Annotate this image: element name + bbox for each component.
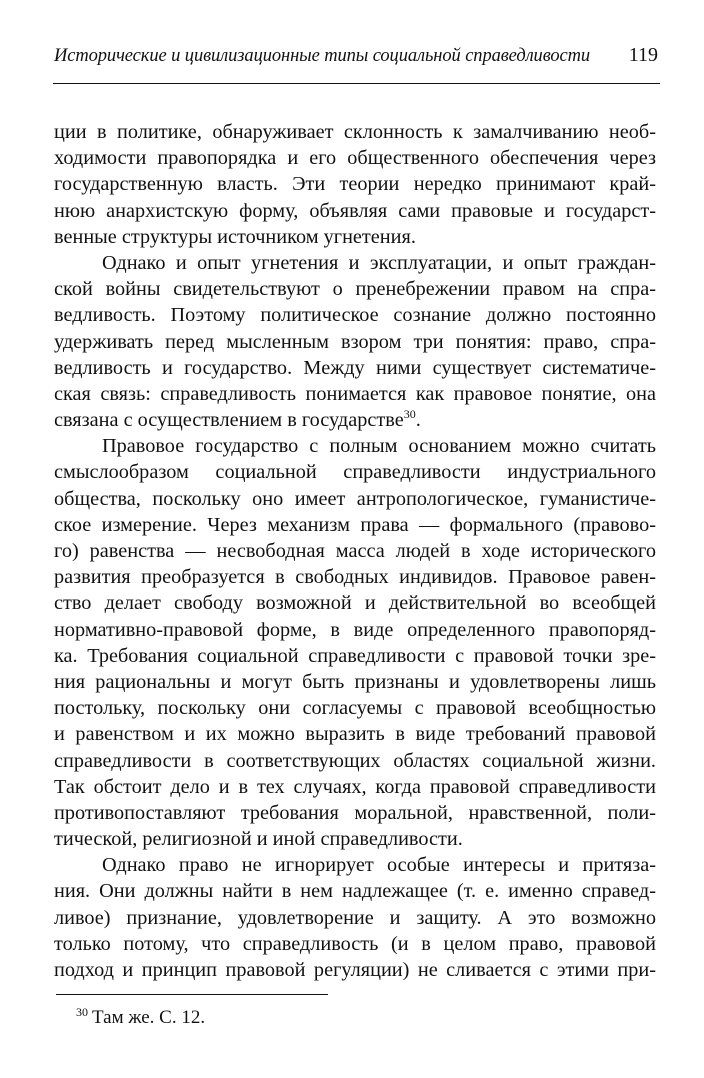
text-line: ходимости правопорядка и его общественного обеспечения через bbox=[54, 147, 656, 170]
text-line: Однако право не игнорирует особые интересы и притяза- bbox=[102, 854, 656, 877]
text-line: смыслообразом социальной справедливости индустриального bbox=[54, 461, 656, 484]
paragraph-1 bbox=[54, 119, 656, 250]
footnote-text: Там же. С. 12. bbox=[92, 1007, 206, 1028]
text-line: го) равенства — несвободная масса людей в ходе исторического bbox=[54, 540, 656, 562]
text-line: тической, религиозной и иной справедливости. bbox=[54, 828, 463, 851]
text-line: ское измерение. Через механизм права — формального (правово- bbox=[54, 513, 656, 536]
text-line: подход и принцип правовой регуляции) не сливается с этими при- bbox=[54, 959, 656, 981]
text-line: ка. Требования социальной справедливости с правовой точки зре- bbox=[54, 644, 656, 667]
text-line: Правовое государство с полным основанием можно считать bbox=[102, 435, 656, 458]
text-line: удерживать перед мысленным взором три понятия: право, спра- bbox=[54, 330, 656, 353]
text-line: ливое) признание, удовлетворение и защиту. А это возможно bbox=[54, 906, 656, 929]
text-line: ской войны свидетельствуют о пренебрежении правом на спра- bbox=[54, 278, 656, 301]
running-title: Исторические и цивилизационные типы социальной справедливости bbox=[54, 46, 591, 66]
text-line: нормативно-правовой форме, в виде определенного правопоряд- bbox=[54, 618, 656, 641]
text-line-with-footnote bbox=[54, 407, 656, 433]
paragraph-2 bbox=[54, 250, 656, 433]
text-line: справедливости в соответствующих областях социальной жизни. bbox=[54, 749, 656, 772]
text-line: ции в политике, обнаруживает склонность к замалчиванию необ- bbox=[54, 121, 656, 143]
line-tail: . bbox=[415, 409, 421, 432]
footnote-reference[interactable]: 30 bbox=[403, 407, 416, 422]
text-line: нюю анархистскую форму, объявляя сами правовые и государст- bbox=[54, 199, 656, 222]
text-line: связана с осуществлением в государстве bbox=[54, 409, 404, 432]
running-header bbox=[54, 44, 658, 74]
text-line: ство делает свободу возможной и действительной во всеобщей bbox=[54, 592, 656, 615]
header-rule bbox=[53, 83, 660, 84]
paragraph-4 bbox=[54, 852, 656, 983]
page-number: 119 bbox=[628, 44, 658, 66]
text-line: и равенством и их можно выразить в виде требований правовой bbox=[54, 723, 656, 746]
text-line: ведливость. Поэтому политическое сознание должно постоянно bbox=[54, 304, 656, 327]
text-line: только потому, что справедливость (и в целом право, правовой bbox=[54, 932, 656, 955]
text-line: государственную власть. Эти теории нередко принимают край- bbox=[54, 173, 656, 196]
text-line: Так обстоит дело и в тех случаях, когда правовой справедливости bbox=[54, 775, 656, 798]
footnote-rule bbox=[56, 994, 328, 995]
footnote bbox=[76, 1006, 205, 1030]
body-text bbox=[54, 119, 656, 983]
text-line: развития преобразуется в свободных индивидов. Правовое равен- bbox=[54, 566, 656, 589]
text-line: венные структуры источником угнетения. bbox=[54, 225, 416, 248]
text-line: общества, поскольку оно имеет антропологическое, гуманистиче- bbox=[54, 487, 656, 510]
text-line: ния. Они должны найти в нем надлежащее (т. е. именно справед- bbox=[54, 880, 656, 903]
footnote-number: 30 bbox=[76, 1004, 88, 1019]
text-line: ведливость и государство. Между ними существует систематиче- bbox=[54, 356, 656, 379]
text-line: противопоставляют требования моральной, нравственной, поли- bbox=[54, 801, 656, 824]
text-line: Однако и опыт угнетения и эксплуатации, и опыт граждан- bbox=[102, 251, 656, 274]
text-line: ния рациональны и могут быть признаны и удовлетворены лишь bbox=[54, 670, 656, 693]
paragraph-3 bbox=[54, 433, 656, 852]
text-line: ская связь: справедливость понимается как правовое понятие, она bbox=[54, 382, 656, 405]
text-line: постольку, поскольку они согласуемы с правовой всеобщностью bbox=[54, 697, 656, 720]
